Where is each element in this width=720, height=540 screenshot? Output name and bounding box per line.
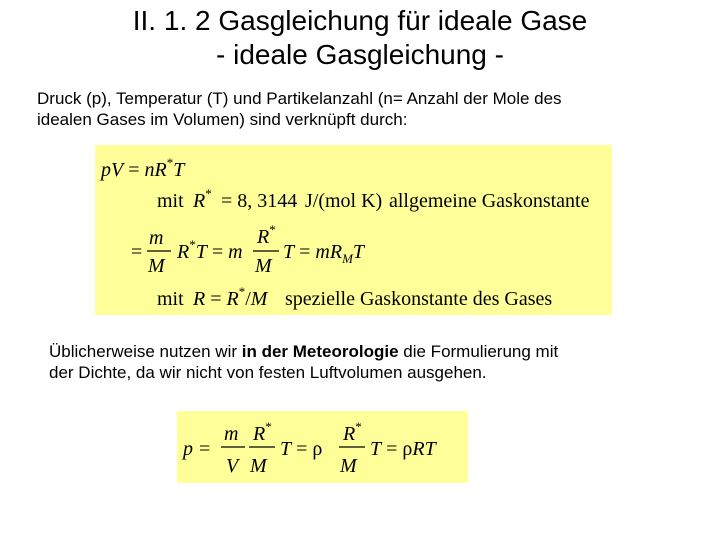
paragraph-line-1 [49,341,689,362]
fraction-m-denominator-4: M [340,455,357,477]
intro-line-1: Druck (p), Temperatur (T) und Partikelanzahl (n= Anzahl der Mole des [37,89,562,108]
formula-line-pv: pV = nR*T [101,155,185,181]
formula-term-rm: $T = mR_MT$ [283,241,365,266]
formula-term-rt: R*T = m [177,237,243,263]
intro-text [37,88,697,130]
density-formula [177,411,468,483]
formula-description-2: spezielle Gaskonstante des Gases [285,288,553,310]
title-line-2: - ideale Gasgleichung - [216,39,504,70]
meteorology-paragraph [49,341,689,383]
fraction-r-star-numerator-2: R* [253,419,272,445]
paragraph-line-2: der Dichte, da wir nicht von festen Luftvolumen ausgehen. [49,363,487,382]
slide-title [0,4,720,72]
intro-line-2: idealen Gases im Volumen) sind verknüpft durch: [37,110,408,129]
fraction-r-star-numerator-3: R* [343,419,362,445]
formula-mit-label-1: mit [157,190,184,212]
equals-sign-1: = [131,241,143,263]
formula-r-star-value: = 8, 3144 [221,190,298,212]
fraction-m-denominator-2: M [255,255,272,277]
paragraph-bold-phrase: in der Meteorologie [241,342,399,361]
formula-mit-label-2: mit [157,288,184,310]
fraction-m-numerator: m [149,227,164,249]
fraction-m-numerator-2: m [224,423,239,445]
title-line-1: II. 1. 2 Gasgleichung für ideale Gase [132,5,588,36]
fraction-m-denominator-3: M [250,455,267,477]
ideal-gas-law-formula-box [95,145,612,315]
fraction-v-denominator: V [226,455,239,477]
formula-description-1: allgemeine Gaskonstante [389,190,590,212]
fraction-m-denominator: M [148,255,165,277]
equals-sign-2: = [199,438,211,460]
formula-unit: J/(mol K) [305,190,383,212]
formula-r-star-symbol: R* [193,186,212,212]
ideal-gas-law-formula [95,145,612,315]
formula-r-definition: R = R*/M [193,284,268,310]
density-formula-box [177,411,468,483]
paragraph-part-1: Üblicherweise nutzen wir [49,342,242,361]
density-formula-p: p [183,438,193,460]
fraction-r-star-numerator: R* [257,222,276,248]
paragraph-part-2: die Formulierung mit [398,342,559,361]
density-formula-end: T = ρRT [370,438,436,460]
density-formula-t-rho: T = ρ [280,438,323,460]
